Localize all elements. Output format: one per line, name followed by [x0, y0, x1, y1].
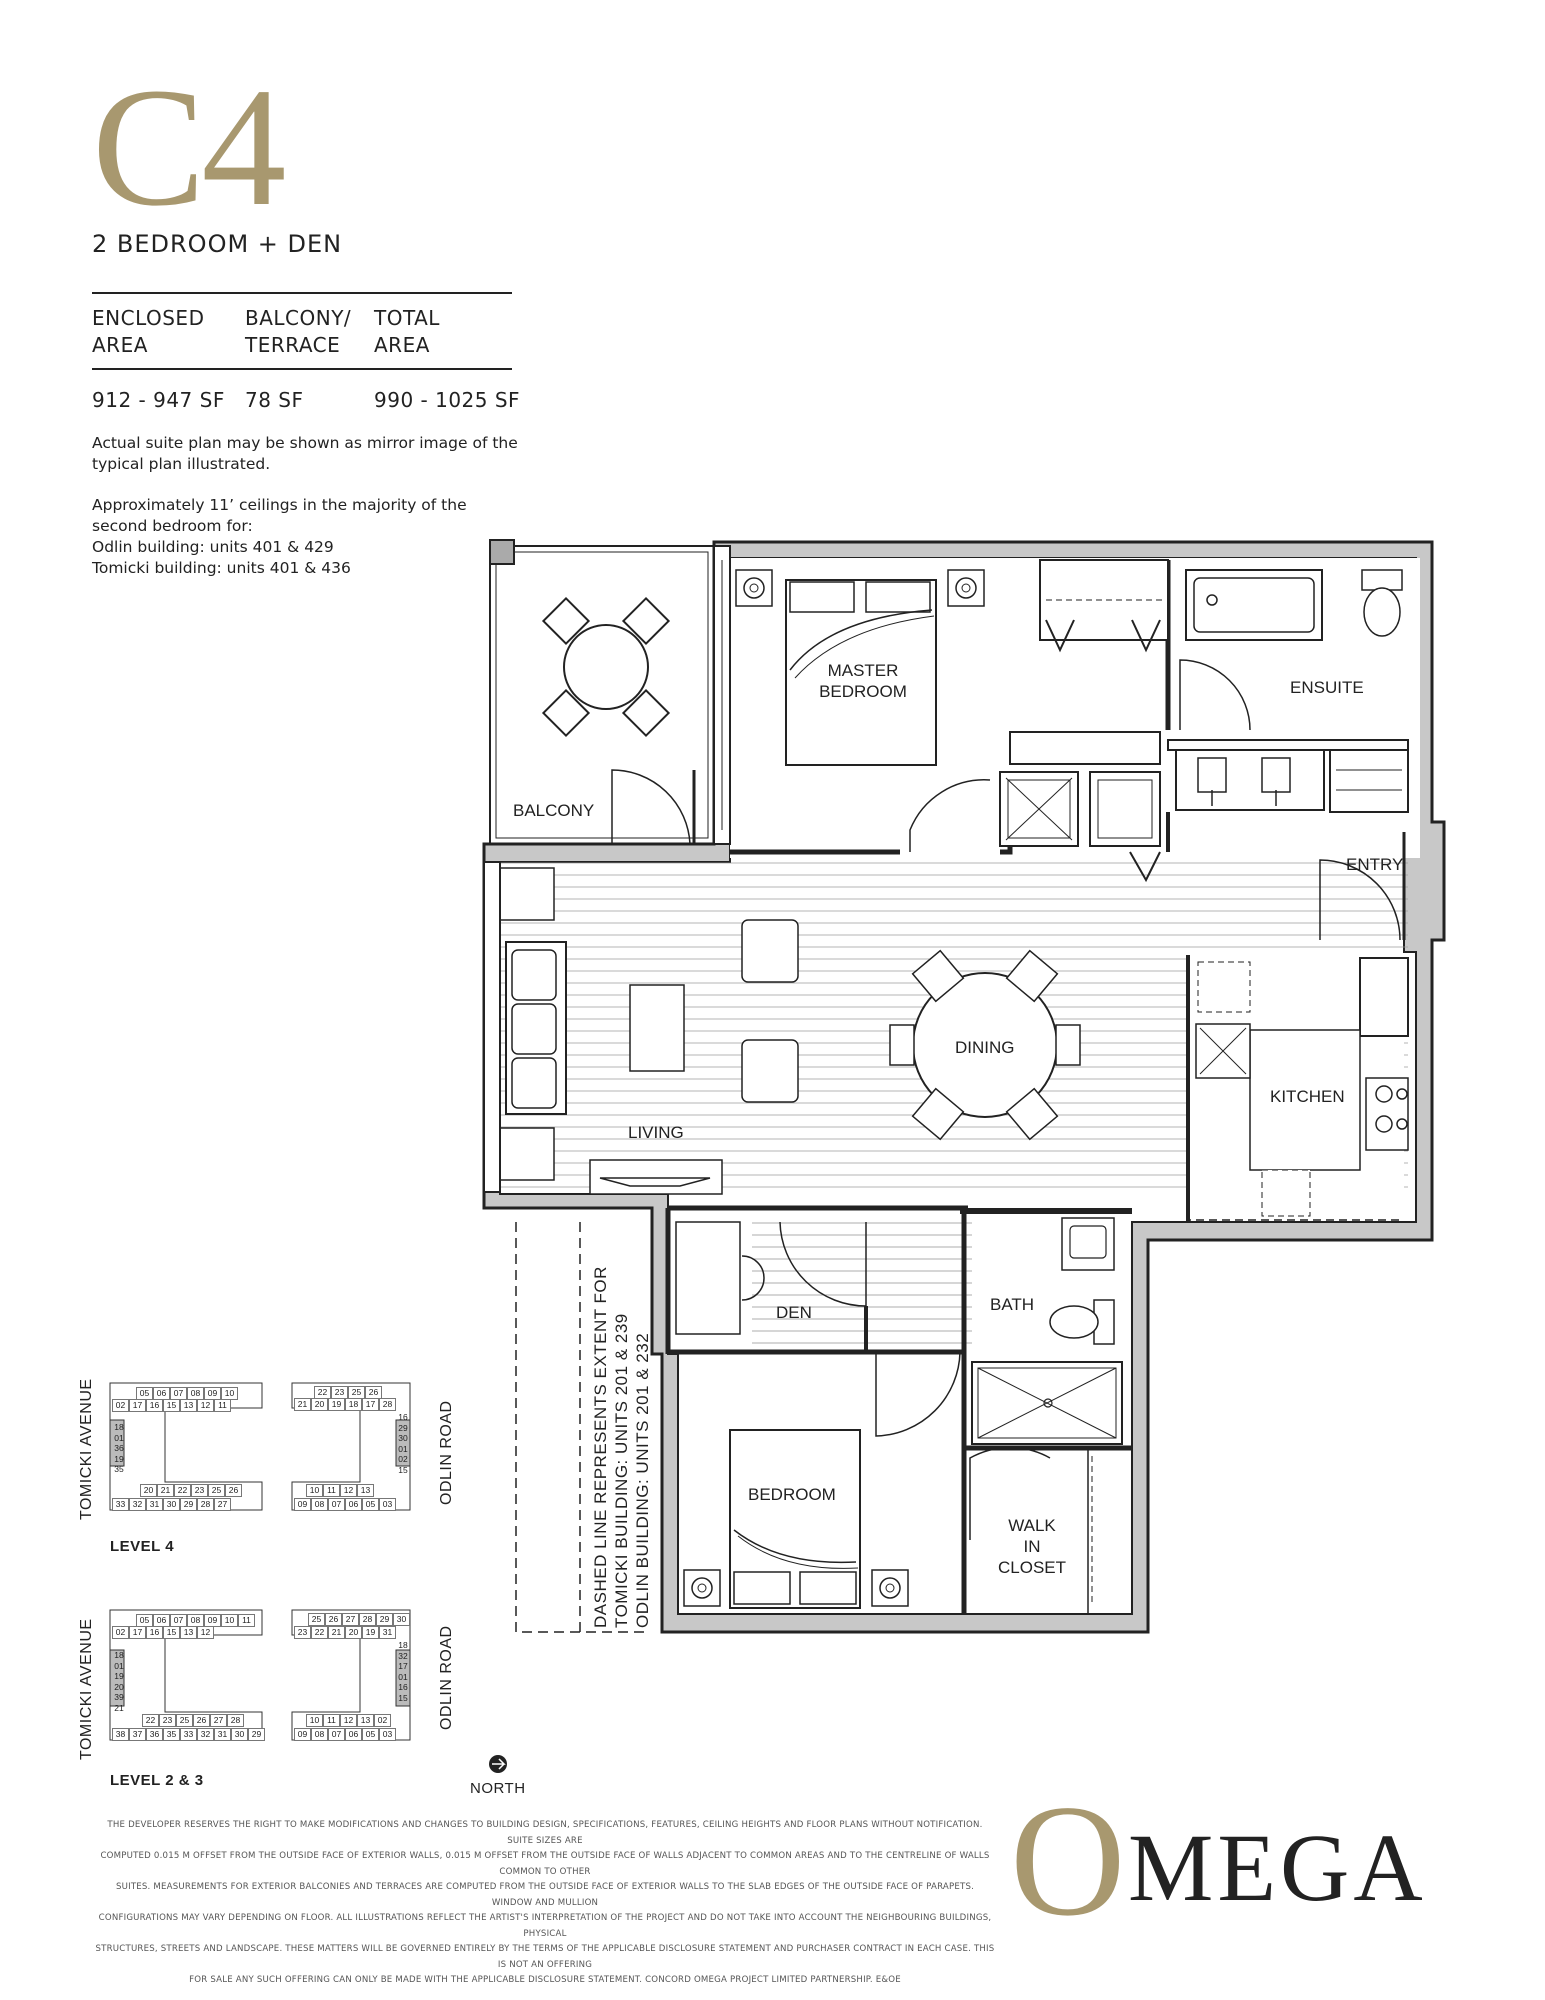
living-label: LIVING: [628, 1123, 684, 1142]
walk-in-closet-label: WALK IN CLOSET: [997, 1516, 1067, 1577]
level-2-3-label: LEVEL 2 & 3: [110, 1772, 204, 1789]
keyplan-unit-number: 05: [362, 1498, 379, 1511]
keyplan-unit-number: 02: [112, 1399, 129, 1412]
plan-code: C4: [92, 53, 283, 241]
level-4-label: LEVEL 4: [110, 1538, 175, 1555]
keyplan-unit-number: 12: [340, 1484, 357, 1497]
keyplan-unit-number: 16: [398, 1682, 408, 1692]
l23-left-top2: [112, 1626, 214, 1639]
keyplan-unit-number: 13: [180, 1399, 197, 1412]
keyplan-unit-number: 18: [345, 1398, 362, 1411]
keyplan-unit-number: 37: [129, 1728, 146, 1741]
balcony-area-value: 78 SF: [245, 388, 304, 412]
keyplan-unit-number: 10: [306, 1484, 323, 1497]
l4-right-bottom: [306, 1484, 374, 1497]
total-area-header: TOTAL AREA: [374, 306, 440, 357]
keyplan-unit-number: 21: [114, 1702, 124, 1713]
master-bedroom-label: MASTER BEDROOM: [819, 661, 907, 701]
keyplan-unit-number: 01: [114, 1432, 124, 1443]
keyplan-unit-number: 13: [180, 1626, 197, 1639]
keyplan-unit-number: 12: [197, 1626, 214, 1639]
keyplan-unit-number: 15: [398, 1692, 408, 1703]
keyplan-unit-number: 30: [163, 1498, 180, 1511]
keyplan-unit-number: 23: [331, 1386, 348, 1399]
l23-right-top: [308, 1613, 410, 1626]
keyplan-unit-number: 09: [294, 1498, 311, 1511]
l23-right-bottom2: [294, 1728, 396, 1741]
armchair: [742, 920, 798, 982]
keyplan-unit-number: 33: [112, 1498, 129, 1511]
mirror-note: Actual suite plan may be shown as mirror image of the typical plan illustrated.: [92, 434, 518, 473]
keyplan-unit-number: 28: [227, 1714, 244, 1727]
bath-toilet: [1050, 1306, 1098, 1338]
l23-left-bottom: [142, 1714, 244, 1727]
keyplan-unit-number: 21: [157, 1484, 174, 1497]
den-label: DEN: [776, 1303, 812, 1322]
keyplan-unit-number: 23: [294, 1626, 311, 1639]
keyplan-unit-number: 29: [376, 1613, 393, 1626]
keyplan-unit-number: 03: [379, 1728, 396, 1741]
keyplan-unit-number: 26: [225, 1484, 242, 1497]
keyplan-unit-number: 39: [114, 1692, 124, 1702]
media-console: [590, 1160, 722, 1194]
keyplan-unit-number: 08: [187, 1614, 204, 1627]
keyplan-unit-number: 17: [398, 1661, 408, 1671]
enclosed-area-value: 912 - 947 SF: [92, 388, 225, 412]
keyplan-unit-number: 07: [328, 1498, 345, 1511]
keyplan-unit-number: 02: [398, 1454, 408, 1464]
logo-text: MEGA: [1128, 1814, 1427, 1921]
keyplan-unit-number: 35: [114, 1464, 124, 1474]
keyplan-unit-number: 05: [136, 1614, 153, 1627]
keyplan-unit-number: 18: [114, 1422, 124, 1432]
l4-left-bottom2: [112, 1498, 231, 1511]
keyplan-unit-number: 29: [180, 1498, 197, 1511]
keyplan-unit-number: 29: [398, 1422, 408, 1433]
keyplan-unit-number: 22: [314, 1386, 331, 1399]
keyplan-unit-number: 12: [197, 1399, 214, 1412]
entry-label: ENTRY: [1346, 855, 1404, 874]
keyplan-unit-number: 06: [153, 1614, 170, 1627]
keyplan-unit-number: 17: [129, 1399, 146, 1412]
disclaimer: THE DEVELOPER RESERVES THE RIGHT TO MAKE MODIFICATIONS AND CHANGES TO BUILDING DESIGN, SPECIFICATIONS, FEATURES, CEILING HEIGHTS AND FLOOR PLANS WITHOUT NOTIFICATION. SUITE SIZES ARE COMPUTED 0.015 M OFFSET FROM THE OUTSIDE FACE OF EXTERIOR WALLS, 0.015 M OFFSET FROM THE OUTSIDE FACE OF WALLS ADJACENT TO COMMON AREAS AND TO THE CENTRELINE OF WALLS COMMON TO OTHER SUITES. MEASUREMENTS FOR EXTERIOR BALCONIES AND TERRACES ARE COMPUTED FROM THE OUTSIDE FACE OF EXTERIOR WALLS TO THE SLAB EDGES OF THE OUTSIDE FACE OF PARAPETS. WINDOW AND MULLION CONFIGURATIONS MAY VARY DEPENDING ON FLOOR. ALL ILLUSTRATIONS REFLECT THE ARTIST'S INTERPRETATION OF THE PROJECT AND DO NOT TAKE INTO ACCOUNT THE NEIGHBOURING BUILDINGS, PHYSICAL STRUCTURES, STREETS AND LANDSCAPE. THESE MATTERS WILL BE GOVERNED ENTIRELY BY THE TERMS OF THE APPLICABLE DISCLOSURE STATEMENT AND PURCHASER CONTRACT IN EACH CASE. THIS IS NOT AN OFFERING FOR SALE ANY SUCH OFFERING CAN ONLY BE MADE WITH THE APPLICABLE DISCLOSURE STATEMENT. CONCORD OMEGA PROJECT LIMITED PARTNERSHIP. E&OE: [95, 1820, 995, 1985]
keyplan-unit-number: 31: [146, 1498, 163, 1511]
keyplan-unit-number: 19: [328, 1398, 345, 1411]
keyplan-unit-number: 10: [221, 1387, 238, 1400]
keyplan-unit-number: 03: [379, 1498, 396, 1511]
keyplan-unit-number: 06: [345, 1728, 362, 1741]
keyplan-unit-number: 09: [294, 1728, 311, 1741]
keyplan-unit-number: 33: [180, 1728, 197, 1741]
den-desk: [676, 1222, 740, 1334]
keyplan-unit-number: 11: [214, 1399, 231, 1412]
dining-label: DINING: [955, 1038, 1015, 1057]
l23-left-side: [112, 1650, 126, 1713]
keyplan-unit-number: 36: [114, 1443, 124, 1453]
total-area-value: 990 - 1025 SF: [374, 388, 521, 412]
keyplan-unit-number: 23: [191, 1484, 208, 1497]
keyplan-unit-number: 31: [379, 1626, 396, 1639]
keyplan-unit-number: 22: [174, 1484, 191, 1497]
dryer: [1090, 772, 1160, 846]
odlin-road-label-level4: ODLIN ROAD: [438, 1400, 455, 1505]
keyplan-unit-number: 27: [210, 1714, 227, 1727]
dashed-line-note: DASHED LINE REPRESENTS EXTENT FOR TOMICKI BUILDING: UNITS 201 & 239 ODLIN BUILDING: UNITS 201 & 232: [591, 1266, 652, 1628]
keyplan-unit-number: 22: [142, 1714, 159, 1727]
keyplan-unit-number: 17: [129, 1626, 146, 1639]
keyplan-unit-number: 25: [308, 1613, 325, 1626]
l23-right-bottom: [306, 1714, 391, 1727]
keyplan-unit-number: 31: [214, 1728, 231, 1741]
ensuite-label: ENSUITE: [1290, 678, 1364, 697]
keyplan-unit-number: 15: [398, 1464, 408, 1475]
keyplan-unit-number: 26: [193, 1714, 210, 1727]
keyplan-unit-number: 25: [176, 1714, 193, 1727]
omega-logo: [1010, 1771, 1470, 1949]
keyplan-unit-number: 35: [163, 1728, 180, 1741]
keyplan-unit-number: 09: [204, 1614, 221, 1627]
balcony-label: BALCONY: [513, 801, 595, 820]
l4-right-bottom2: [294, 1498, 396, 1511]
keyplan-unit-number: 07: [328, 1728, 345, 1741]
north-label: NORTH: [470, 1780, 526, 1797]
keyplan-unit-number: 13: [357, 1714, 374, 1727]
keyplan-unit-number: 27: [342, 1613, 359, 1626]
keyplan-unit-number: 26: [325, 1613, 342, 1626]
keyplan-unit-number: 01: [114, 1660, 124, 1671]
keyplan-unit-number: 38: [112, 1728, 129, 1741]
keyplan-unit-number: 25: [348, 1386, 365, 1399]
keyplan-unit-number: 11: [323, 1484, 340, 1497]
keyplan-unit-number: 01: [398, 1443, 408, 1454]
keyplan-unit-number: 16: [146, 1399, 163, 1412]
l23-left-bottom2: [112, 1728, 265, 1741]
keyplan-unit-number: 11: [323, 1714, 340, 1727]
unit-type: 2 BEDROOM + DEN: [92, 230, 343, 258]
keyplan-unit-number: 08: [311, 1728, 328, 1741]
l4-right-side: [396, 1412, 410, 1475]
keyplan-unit-number: 25: [208, 1484, 225, 1497]
tomicki-avenue-label-level4: TOMICKI AVENUE: [78, 1378, 95, 1520]
enclosed-area-header: ENCLOSED AREA: [92, 306, 205, 357]
l4-left-bottom: [140, 1484, 242, 1497]
keyplan-unit-number: 32: [197, 1728, 214, 1741]
keyplan-unit-number: 30: [393, 1613, 410, 1626]
keyplan-unit-number: 13: [357, 1484, 374, 1497]
keyplan-unit-number: 12: [340, 1714, 357, 1727]
keyplan-unit-number: 19: [114, 1671, 124, 1681]
keyplan-unit-number: 15: [163, 1626, 180, 1639]
balcony-column: [490, 540, 514, 564]
keyplan-unit-number: 32: [129, 1498, 146, 1511]
keyplan-unit-number: 09: [204, 1387, 221, 1400]
keyplan-unit-number: 07: [170, 1614, 187, 1627]
keyplan-unit-number: 20: [345, 1626, 362, 1639]
keyplan-unit-number: 05: [362, 1728, 379, 1741]
keyplan-unit-number: 20: [140, 1484, 157, 1497]
keyplan-unit-number: 27: [214, 1498, 231, 1511]
odlin-road-label-level23: ODLIN ROAD: [438, 1625, 455, 1730]
keyplan-unit-number: 21: [328, 1626, 345, 1639]
keyplan-unit-number: 19: [362, 1626, 379, 1639]
keyplan-unit-number: 32: [398, 1650, 408, 1661]
keyplan-unit-number: 28: [379, 1398, 396, 1411]
keyplan-unit-number: 17: [362, 1398, 379, 1411]
keyplan-unit-number: 30: [398, 1433, 408, 1443]
logo-o: O: [1010, 1771, 1126, 1949]
ensuite-toilet-tank: [1362, 570, 1402, 590]
keyplan-unit-number: 29: [248, 1728, 265, 1741]
keyplan-unit-number: 10: [221, 1614, 238, 1627]
balcony-header: BALCONY/ TERRACE: [245, 306, 352, 357]
keyplan-unit-number: 06: [153, 1387, 170, 1400]
keyplan-unit-number: 19: [114, 1453, 124, 1464]
keyplan-unit-number: 28: [359, 1613, 376, 1626]
keyplan-unit-number: 22: [311, 1626, 328, 1639]
keyplan-unit-number: 30: [231, 1728, 248, 1741]
l23-right-top2: [294, 1626, 396, 1639]
tomicki-avenue-label-level23: TOMICKI AVENUE: [78, 1618, 95, 1760]
kitchen-label: KITCHEN: [1270, 1087, 1345, 1106]
north-arrow: [489, 1755, 507, 1773]
ceiling-note: Approximately 11’ ceilings in the majority of the second bedroom for: Odlin building: units 401 & 429 Tomicki building: units 401 & 436: [92, 496, 467, 577]
coffee-table: [630, 985, 684, 1071]
keyplan-unit-number: 20: [311, 1398, 328, 1411]
l4-right-top2: [294, 1398, 396, 1411]
keyplan-unit-number: 21: [294, 1398, 311, 1411]
keyplan-unit-number: 08: [311, 1498, 328, 1511]
keyplan-unit-number: 01: [398, 1671, 408, 1682]
keyplan-unit-number: 18: [398, 1640, 408, 1650]
keyplan-unit-number: 07: [170, 1387, 187, 1400]
l4-left-side: [112, 1422, 126, 1475]
keyplan-unit-number: 16: [398, 1412, 408, 1422]
keyplan-unit-number: 36: [146, 1728, 163, 1741]
keyplan-unit-number: 05: [136, 1387, 153, 1400]
fridge: [1360, 958, 1408, 1036]
bath-label: BATH: [990, 1295, 1035, 1314]
keyplan-unit-number: 02: [374, 1714, 391, 1727]
l23-right-side: [396, 1640, 410, 1703]
l4-left-top2: [112, 1399, 231, 1412]
keyplan-unit-number: 15: [163, 1399, 180, 1412]
keyplan-unit-number: 26: [365, 1386, 382, 1399]
keyplan-unit-number: 08: [187, 1387, 204, 1400]
balcony-table: [564, 625, 648, 709]
keyplan-unit-number: 18: [114, 1650, 124, 1660]
keyplan-unit-number: 11: [238, 1614, 255, 1627]
keyplan-unit-number: 16: [146, 1626, 163, 1639]
keyplan-unit-number: 02: [112, 1626, 129, 1639]
keyplan-unit-number: 10: [306, 1714, 323, 1727]
keyplan-unit-number: 20: [114, 1681, 124, 1692]
keyplan-unit-number: 28: [197, 1498, 214, 1511]
keyplan-unit-number: 23: [159, 1714, 176, 1727]
bedroom-label: BEDROOM: [748, 1485, 836, 1504]
keyplan-unit-number: 06: [345, 1498, 362, 1511]
